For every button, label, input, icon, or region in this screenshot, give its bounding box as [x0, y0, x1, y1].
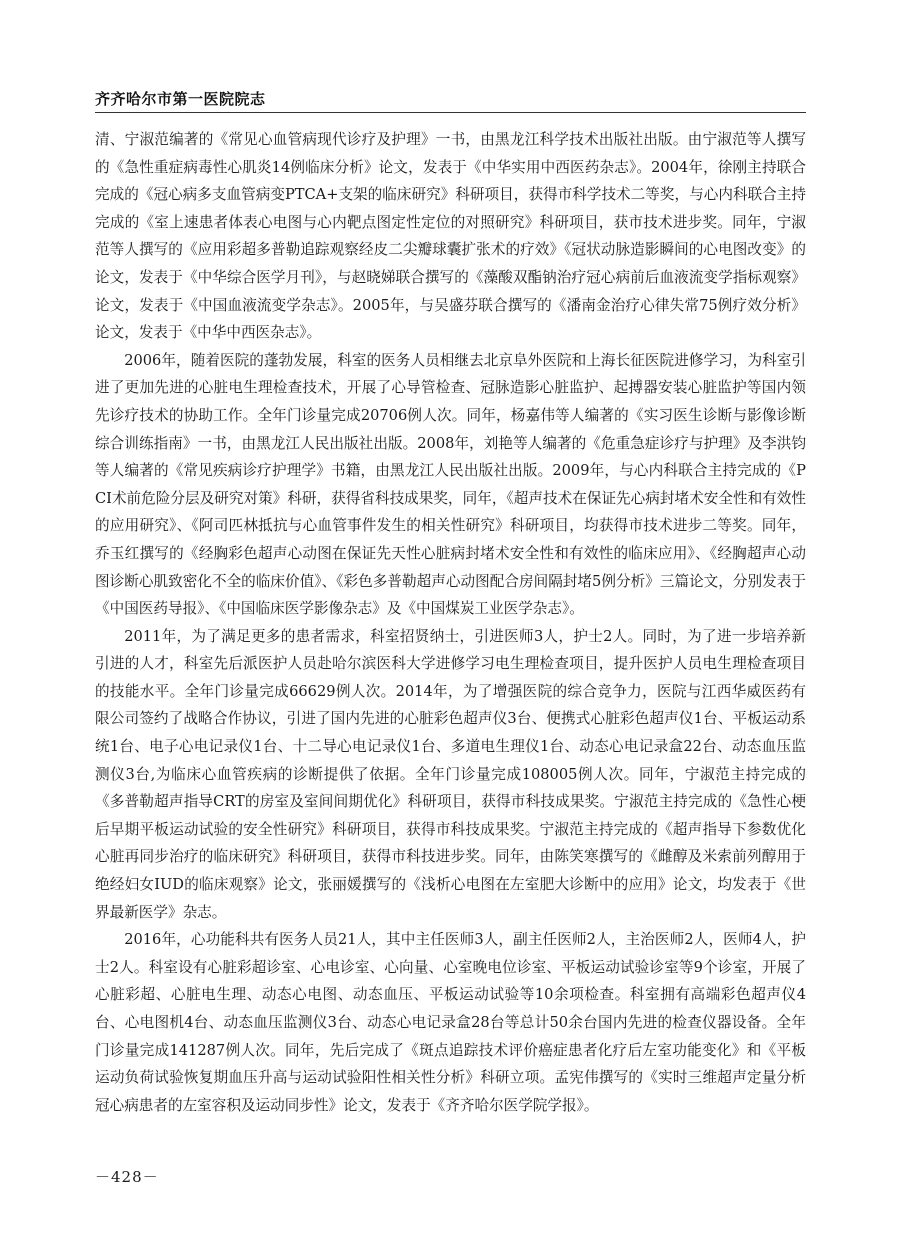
page-header: [95, 88, 806, 113]
paragraph-2006: 2006年，随着医院的蓬勃发展，科室的医务人员相继去北京阜外医院和上海长征医院进修学习，为科室引进了更加先进的心脏电生理检查技术，开展了心导管检查、冠脉造影心脏监护、起搏器安装心脏监护等国内领先诊疗技术的协助工作。全年门诊量完成20706例人次。同年，杨嘉伟等人编著的《实习医生诊断与影像诊断综合训练指南》一书，由黑龙江人民出版社出版。2008年，刘艳等人编著的《危重急症诊疗与护理》及李洪钧等人编著的《常见疾病诊疗护理学》书籍，由黑龙江人民出版社出版。2009年，与心内科联合主持完成的《PCI术前危险分层及研究对策》科研，获得省科技成果奖，同年，《超声技术在保证先心病封堵术安全性和有效性的应用研究》、《阿司匹林抵抗与心血管事件发生的相关性研究》科研项目，均获得市技术进步二等奖。同年，乔玉红撰写的《经胸彩色超声心动图在保证先天性心脏病封堵术安全性和有效性的临床应用》、《经胸超声心动图诊断心肌致密化不全的临床价值》、《彩色多普勒超声心动图配合房间隔封堵5例分析》三篇论文，分别发表于《中国医药导报》、《中国临床医学影像杂志》及《中国煤炭工业医学杂志》。: [95, 351, 806, 618]
paragraph-2016: 2016年，心功能科共有医务人员21人，其中主任医师3人，副主任医师2人，主治医师2人，医师4人，护士2人。科室设有心脏彩超诊室、心电诊室、心向量、心室晚电位诊室、平板运动试验诊室等9个诊室，开展了心脏彩超、心脏电生理、动态心电图、动态血压、平板运动试验等10余项检查。科室拥有高端彩色超声仪4台、心电图机4台、动态血压监测仪3台、动态心电记录盒28台等总计50余台国内先进的检查仪器设备。全年门诊量完成141287例人次。同年，先后完成了《斑点追踪技术评价癌症患者化疗后左室功能变化》和《平板运动负荷试验恢复期血压升高与运动试验阳性相关性分析》科研立项。孟宪伟撰写的《实时三维超声定量分析冠心病患者的左室容积及运动同步性》论文，发表于《齐齐哈尔医学院学报》。: [95, 931, 806, 1114]
page-number: －428－: [95, 1168, 159, 1186]
paragraph-continued: 清、宁淑范编著的《常见心血管病现代诊疗及护理》一书，由黑龙江科学技术出版社出版。由宁淑范等人撰写的《急性重症病毒性心肌炎14例临床分析》论文，发表于《中华实用中西医药杂志》。2004年，徐刚主持联合完成的《冠心病多支血管病变PTCA+支架的临床研究》科研项目，获得市科学技术二等奖，与心内科联合主持完成的《室上速患者体表心电图与心内靶点图定性定位的对照研究》科研项目，获市技术进步奖。同年，宁淑范等人撰写的《应用彩超多普勒追踪观察经皮二尖瓣球囊扩张术的疗效》《冠状动脉造影瞬间的心电图改变》的论文，发表于《中华综合医学月刊》，与赵晓娣联合撰写的《藻酸双酯钠治疗冠心病前后血液流变学指标观察》论文，发表于《中国血液流变学杂志》。2005年，与吴盛芬联合撰写的《潘南金治疗心律失常75例疗效分析》论文，发表于《中华中西医杂志》。: [95, 131, 806, 342]
body-text: [95, 126, 806, 1119]
book-title: 齐齐哈尔市第一医院院志: [95, 90, 266, 108]
paragraph-2011: 2011年，为了满足更多的患者需求，科室招贤纳士，引进医师3人，护士2人。同时，为了进一步培养新引进的人才，科室先后派医护人员赴哈尔滨医科大学进修学习电生理检查项目，提升医护人员电生理检查项目的技能水平。全年门诊量完成66629例人次。2014年，为了增强医院的综合竞争力，医院与江西华威医药有限公司签约了战略合作协议，引进了国内先进的心脏彩色超声仪3台、便携式心脏彩色超声仪1台、平板运动系统1台、电子心电记录仪1台、十二导心电记录仪1台、多道电生理仪1台、动态心电记录盒22台、动态血压监测仪3台,为临床心血管疾病的诊断提供了依据。全年门诊量完成108005例人次。同年，宁淑范主持完成的《多普勒超声指导CRT的房室及室间间期优化》科研项目，获得市科技成果奖。宁淑范主持完成的《急性心梗后早期平板运动试验的安全性研究》科研项目，获得市科技成果奖。宁淑范主持完成的《超声指导下参数优化心脏再同步治疗的临床研究》科研项目，获得市科技进步奖。同年，由陈笑寒撰写的《雌醇及米索前列醇用于绝经妇女IUD的临床观察》论文，张丽媛撰写的《浅析心电图在左室肥大诊断中的应用》论文，均发表于《世界最新医学》杂志。: [95, 627, 806, 921]
header-divider: [95, 112, 806, 113]
